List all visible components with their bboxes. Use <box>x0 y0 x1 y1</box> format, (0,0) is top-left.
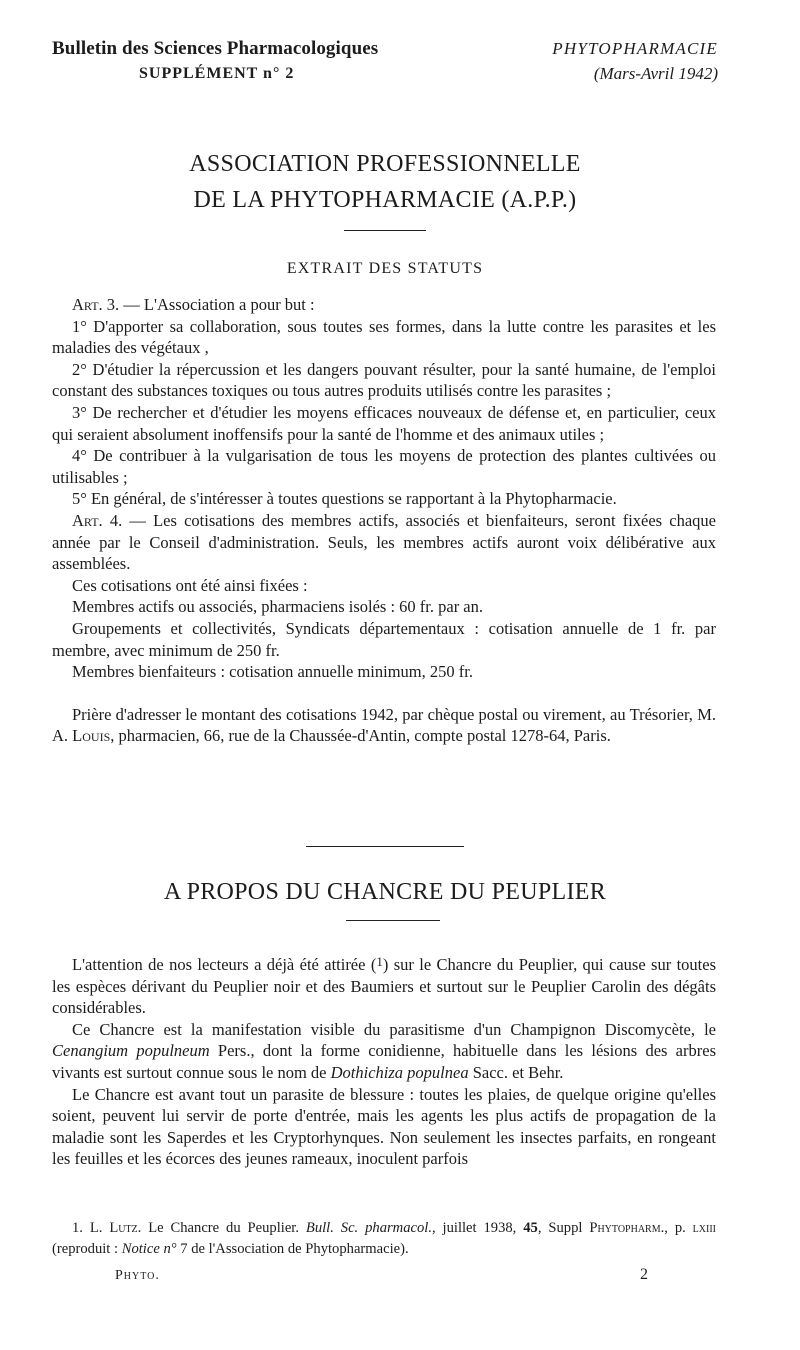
species-name: Cenangium populneum <box>52 1041 210 1061</box>
article2-paragraph-3: Le Chancre est avant tout un parasite de blessure : toutes les plaies, de quelque origine qu'elles soient, peuvent lui servir de porte d'entrée, mais les agents les plus actifs de propagation de la maladie sont les Saperdes et les Cryptorhynques. Non seulement les insectes parfaits, en rongeant les feuilles et les écorces des jeunes rameaux, inoculent parfois <box>52 1084 716 1169</box>
paragraph-gap <box>52 683 716 704</box>
statutes-list <box>52 294 716 683</box>
page-number: 2 <box>640 1266 648 1283</box>
footnote-text-d: , p. <box>664 1220 693 1236</box>
footnote <box>52 1218 716 1260</box>
footnote-number: 1. L. <box>72 1220 110 1236</box>
footnote-text-b: , juillet 1938, <box>431 1220 524 1236</box>
conidial-form-name: Dothichiza populnea <box>330 1062 469 1082</box>
footnote-volume: 45 <box>523 1220 538 1236</box>
footnote-text-c: , Suppl <box>537 1220 590 1236</box>
statute-paragraph <box>52 316 716 359</box>
supplement-number: SUPPLÉMENT n° 2 <box>139 65 295 82</box>
footnote-text-e: (reproduit : <box>52 1241 122 1257</box>
article1-body <box>52 294 716 747</box>
statute-paragraph <box>52 402 716 445</box>
footnote-text-f: 7 de l'Association de Phytopharmacie). <box>176 1241 409 1257</box>
footnote-notice: Notice n° <box>121 1241 177 1257</box>
article2-paragraph-2 <box>52 1019 716 1084</box>
statute-text: 3° De rechercher et d'étudier les moyens efficaces nouveaux de défense et, en particulier, ceux qui seraient absolument inoffensifs pour la santé de l'homme et des animaux utiles ; <box>52 402 716 444</box>
article-number: Art. 4. <box>72 510 123 530</box>
statute-text: Ces cotisations ont été ainsi fixées : <box>72 575 308 595</box>
statute-paragraph <box>52 575 716 597</box>
statute-text: Membres bienfaiteurs : cotisation annuelle minimum, 250 fr. <box>72 662 473 682</box>
title2-divider <box>346 920 440 921</box>
statute-paragraph <box>52 618 716 661</box>
para2-text-c: Sacc. et Behr. <box>468 1062 564 1082</box>
article1-title-line2: DE LA PHYTOPHARMACIE (A.P.P.) <box>193 187 577 213</box>
statute-paragraph <box>52 359 716 402</box>
treasurer-name: Louis <box>72 726 111 746</box>
statute-text: 1° D'apporter sa collaboration, sous toutes ses formes, dans la lutte contre les parasites et les maladies des végétaux , <box>52 316 716 358</box>
para2-text-a: Ce Chancre est la manifestation visible du parasitisme d'un Champignon Discomycète, le <box>72 1019 716 1039</box>
article1-title <box>0 146 770 218</box>
statute-text: 4° De contribuer à la vulgarisation de tous les moyens de protection des plantes cultivées ou utilisables ; <box>52 446 716 487</box>
statute-text: Membres actifs ou associés, pharmaciens isolés : 60 fr. par an. <box>72 597 484 617</box>
statute-text: 2° D'étudier la répercussion et les dangers pouvant résulter, pour la santé humaine, de l'emploi constant des substances toxiques ou tous autres produits utilisés contre les parasites ; <box>52 359 716 401</box>
para1-text-a: L'attention de nos lecteurs a déjà été attirée ( <box>72 955 377 974</box>
statute-paragraph <box>52 488 716 510</box>
article-number: Art. 3. <box>72 295 120 314</box>
footnote-page: lxiii <box>692 1220 716 1236</box>
footnote-text <box>52 1218 716 1260</box>
statute-paragraph <box>52 661 716 683</box>
closing-text-b: , pharmacien, 66, rue de la Chaussée-d'Antin, compte postal 1278-64, Paris. <box>110 726 611 746</box>
issue-date: (Mars-Avril 1942) <box>593 64 718 83</box>
para1-text-b: ) sur le Chancre du Peuplier, qui cause sur toutes les espèces dérivant du Peuplier noir et des Baumiers et surtout sur le Peuplier Carolin des dégâts considérables. <box>52 955 716 1018</box>
footnote-author: Lutz <box>109 1220 138 1236</box>
footnote-reference: 1 <box>376 954 383 969</box>
article2-title: A PROPOS DU CHANCRE DU PEUPLIER <box>163 879 607 905</box>
statute-paragraph <box>52 510 716 575</box>
statute-text: — Les cotisations des membres actifs, associés et bienfaiteurs, seront fixées chaque année par le Conseil d'administration. Seuls, les membres actifs auront voix délibérative aux assemblées. <box>52 510 716 574</box>
para2-text-b: Pers., dont la forme conidienne, habituelle dans les lésions des arbres vivants est surtout connue sous le nom de <box>52 1041 716 1082</box>
statute-paragraph <box>52 596 716 618</box>
footnote-supplement: Phytopharm. <box>589 1220 665 1236</box>
header-right <box>518 36 718 86</box>
statute-text: Groupements et collectivités, Syndicats départementaux : cotisation annuelle de 1 fr. par membre, avec minimum de 250 fr. <box>52 618 716 660</box>
closing-text-a: Prière d'adresser le montant des cotisations 1942, par chèque postal ou virement, au Trésorier, M. A. <box>52 704 716 746</box>
article2-body <box>52 951 716 1170</box>
statute-text: — L'Association a pour but : <box>119 295 315 314</box>
article2-paragraph-1 <box>52 951 716 1019</box>
payment-instructions <box>52 704 716 747</box>
title-divider <box>344 230 426 231</box>
footnote-journal: Bull. Sc. pharmacol. <box>305 1220 432 1236</box>
header-left <box>52 36 492 86</box>
section-divider <box>306 846 464 847</box>
statute-paragraph <box>52 445 716 488</box>
section-name: PHYTOPHARMACIE <box>552 39 718 58</box>
journal-title: Bulletin des Sciences Pharmacologiques <box>52 38 379 59</box>
statute-text: 5° En général, de s'intéresser à toutes questions se rapportant à la Phytopharmacie. <box>72 489 617 509</box>
folio-section: Phyto. <box>115 1268 160 1283</box>
article1-subtitle: EXTRAIT DES STATUTS <box>286 260 484 277</box>
footnote-text-a: . Le Chancre du Peuplier. <box>137 1220 306 1236</box>
statute-paragraph <box>52 294 716 316</box>
article1-title-line1: ASSOCIATION PROFESSIONNELLE <box>189 151 581 177</box>
